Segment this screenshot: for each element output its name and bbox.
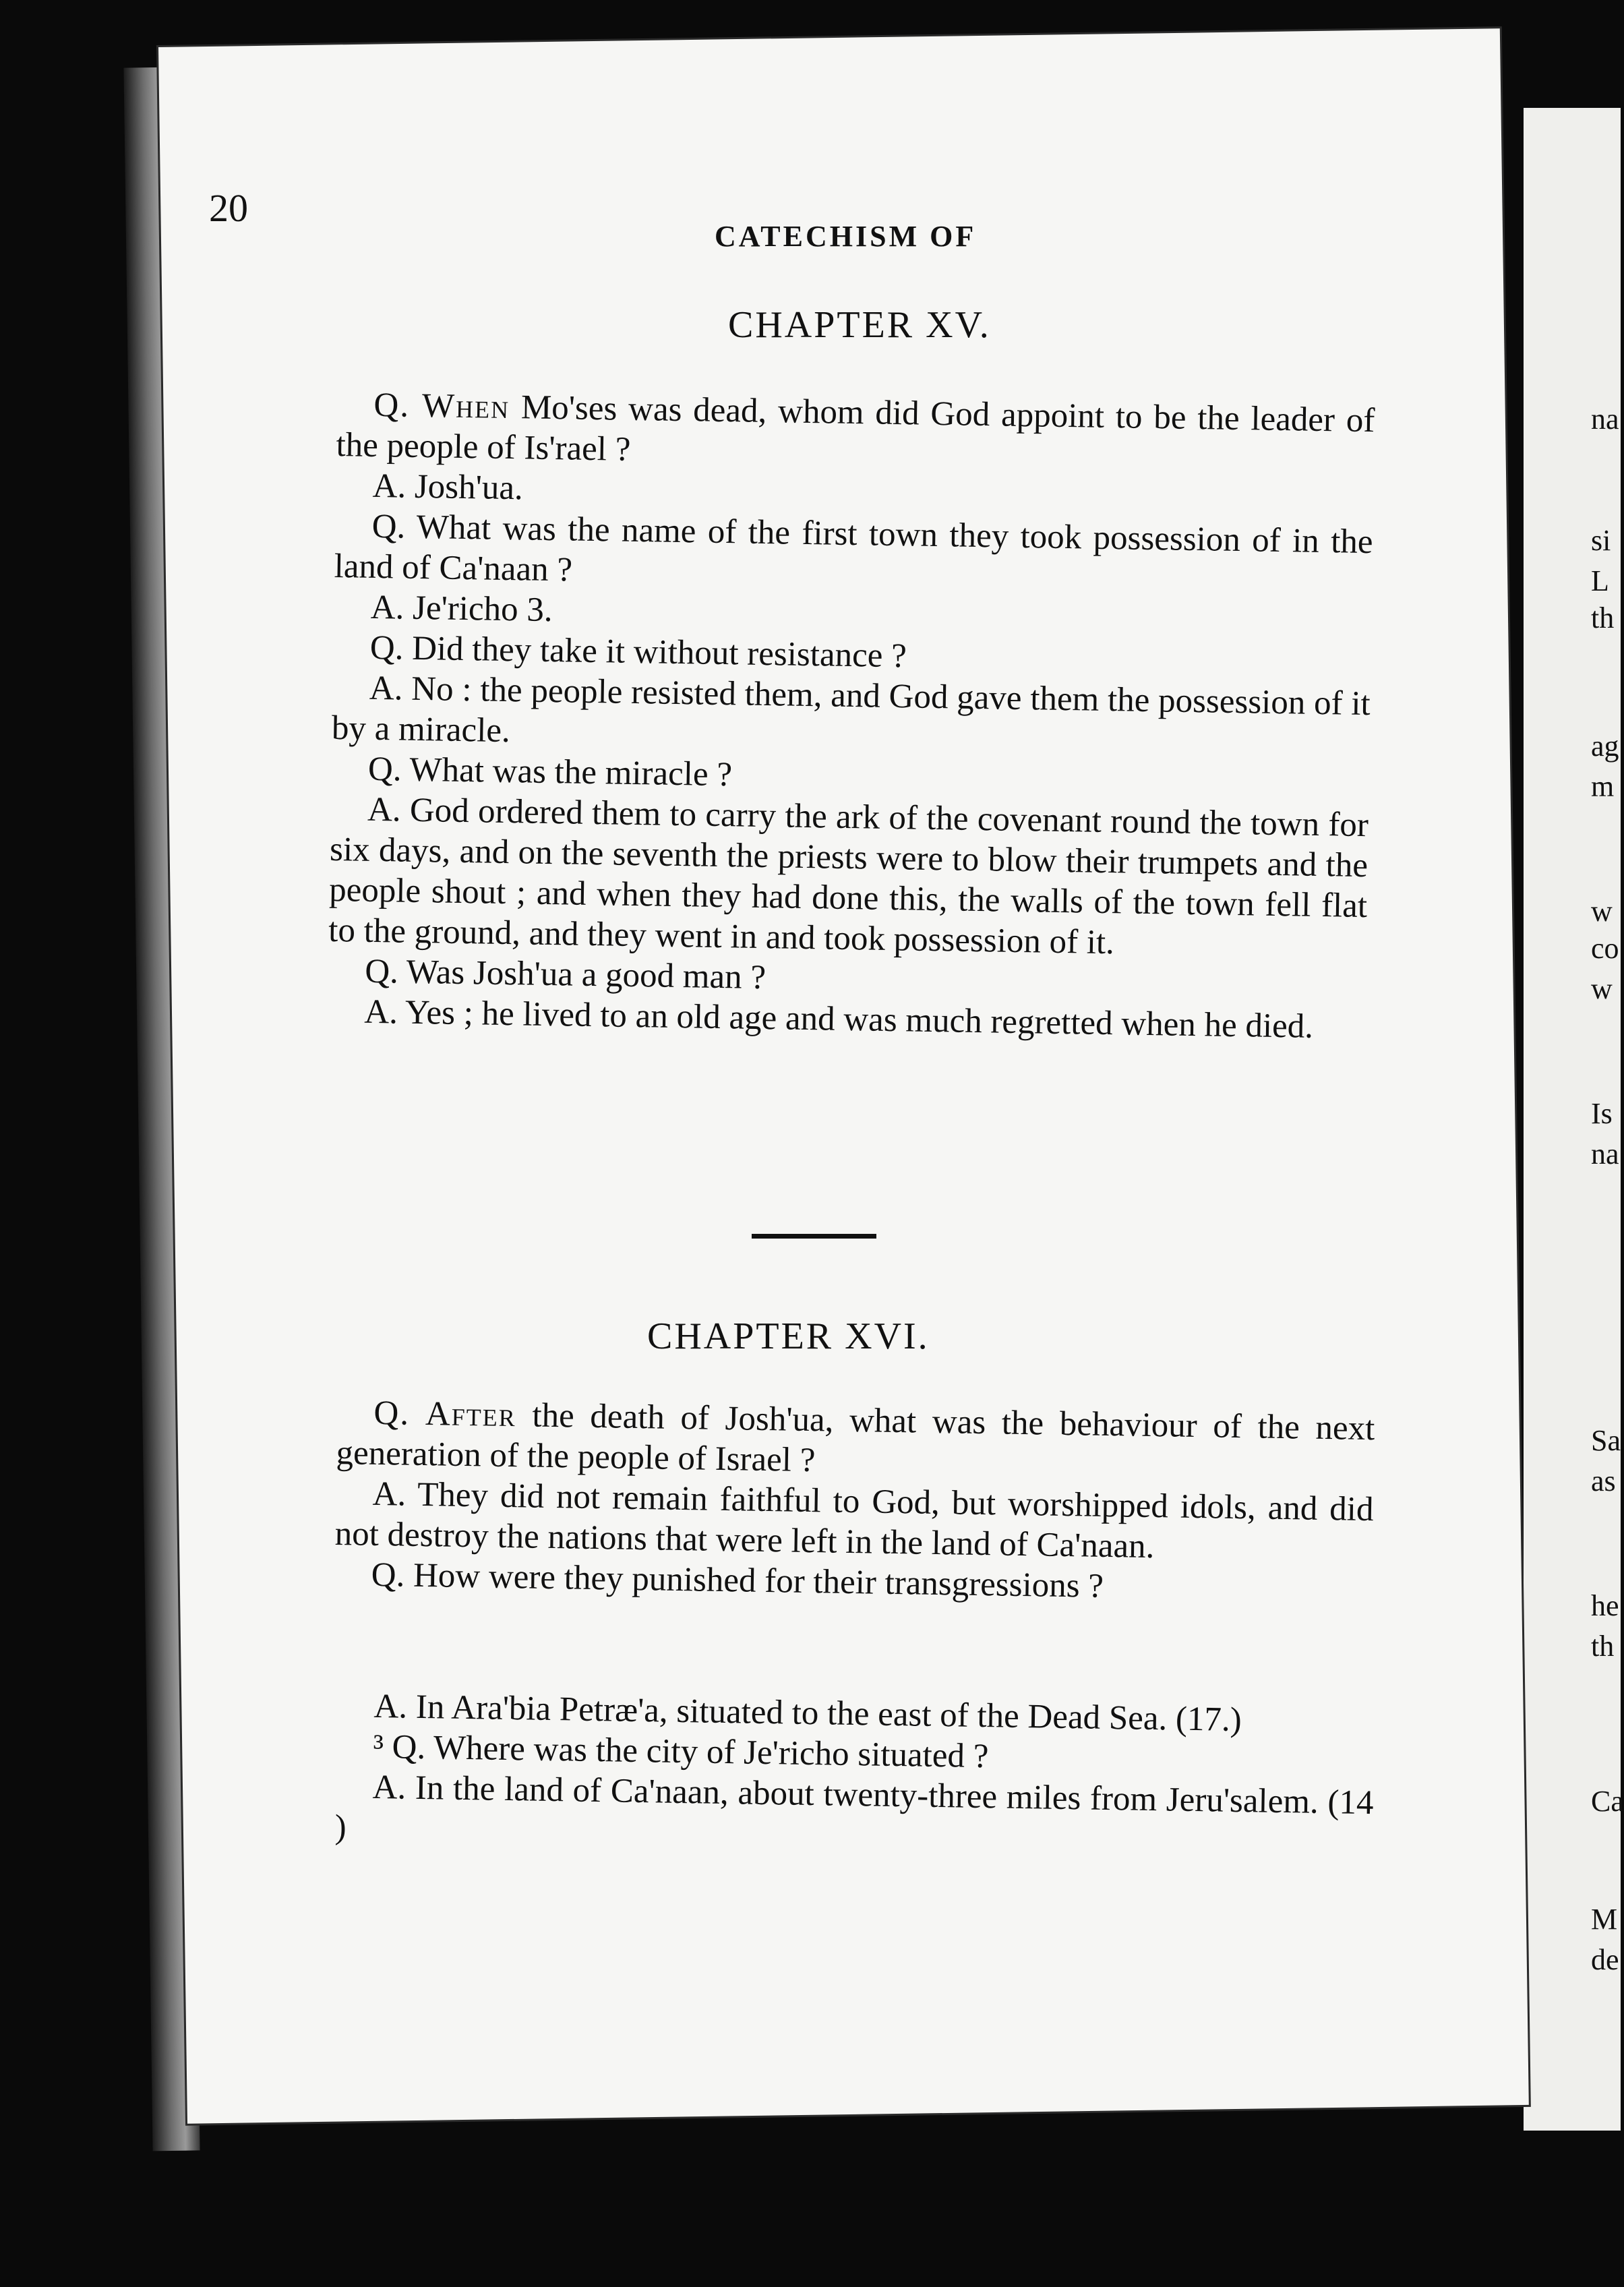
page-number: 20 bbox=[209, 186, 248, 230]
question: Q. How were they punished for their transgressions ? bbox=[371, 1555, 1104, 1605]
footnote-answer: A. In the land of Ca'naan, about twenty-three miles from Jeru'salem. (14 ) bbox=[334, 1768, 1374, 1847]
answer: A. No : the people resisted them, and God gave them the possession of it by a miracle. bbox=[331, 669, 1371, 750]
answer: A. Yes ; he lived to an old age and was much regretted when he died. bbox=[363, 992, 1314, 1046]
facing-fragment: he bbox=[1591, 1589, 1619, 1622]
question-lead: Q. When bbox=[373, 386, 510, 427]
question: Q. What was the miracle ? bbox=[367, 750, 733, 794]
footnote-question: ³ Q. Where was the city of Je'richo situated ? bbox=[373, 1727, 989, 1776]
facing-fragment: th bbox=[1591, 601, 1615, 634]
question: Q. What was the name of the first town they took possession of in the land of Ca'naan ? bbox=[334, 507, 1373, 589]
question-text: Mo'ses was dead, whom did God appoint to be the leader of the people of Is'rael ? bbox=[336, 388, 1375, 469]
chapter-15-heading: CHAPTER XV. bbox=[728, 304, 991, 346]
chapter-16-heading: CHAPTER XVI. bbox=[647, 1315, 930, 1357]
facing-fragment: as bbox=[1591, 1464, 1616, 1497]
facing-fragment: L bbox=[1591, 564, 1609, 597]
facing-fragment: w bbox=[1591, 895, 1613, 928]
facing-fragment: Is bbox=[1591, 1097, 1613, 1130]
footnote-answer: A. In Ara'bia Petræ'a, situated to the east of the Dead Sea. (17.) bbox=[373, 1687, 1242, 1740]
chapter-15-body bbox=[327, 384, 1375, 1048]
answer: A. Josh'ua. bbox=[372, 467, 524, 508]
facing-fragment: ag bbox=[1591, 730, 1619, 763]
facing-fragment: w bbox=[1591, 972, 1613, 1005]
question bbox=[336, 384, 1375, 481]
answer: A. Je'richo 3. bbox=[370, 588, 553, 630]
question bbox=[336, 1392, 1375, 1489]
facing-fragment: Sa bbox=[1591, 1424, 1621, 1457]
facing-fragment: co bbox=[1591, 932, 1619, 965]
question-text: the death of Josh'ua, what was the behaviour of the next generation of the people of Israel ? bbox=[336, 1396, 1375, 1480]
answer: A. They did not remain faithful to God, but worshipped idols, and did not destroy the nations that were left in the land of Ca'naan. bbox=[334, 1475, 1374, 1566]
question-lead: Q. After bbox=[373, 1394, 517, 1435]
facing-fragment: Ca bbox=[1591, 1785, 1624, 1818]
running-head: CATECHISM OF bbox=[715, 220, 977, 253]
question: Q. Did they take it without resistance ? bbox=[369, 628, 907, 676]
question: Q. Was Josh'ua a good man ? bbox=[364, 952, 766, 997]
facing-fragment: M bbox=[1591, 1903, 1618, 1936]
footnotes bbox=[334, 1686, 1375, 1864]
facing-page bbox=[1524, 108, 1624, 2131]
facing-fragment: m bbox=[1591, 770, 1615, 803]
chapter-16-body bbox=[334, 1392, 1375, 1611]
facing-fragment: si bbox=[1591, 524, 1611, 557]
facing-fragment: na bbox=[1591, 403, 1619, 436]
facing-fragment: th bbox=[1591, 1630, 1615, 1663]
facing-fragment: de bbox=[1591, 1943, 1619, 1976]
section-divider bbox=[752, 1234, 876, 1239]
answer: A. God ordered them to carry the ark of the covenant round the town for six days, and on the seventh the priests were to blow their trumpets and the people shout ; and when they had done this, the walls of the town fell flat to the ground, and they went in and took possession of it. bbox=[328, 790, 1369, 962]
facing-fragment: na bbox=[1591, 1137, 1619, 1170]
